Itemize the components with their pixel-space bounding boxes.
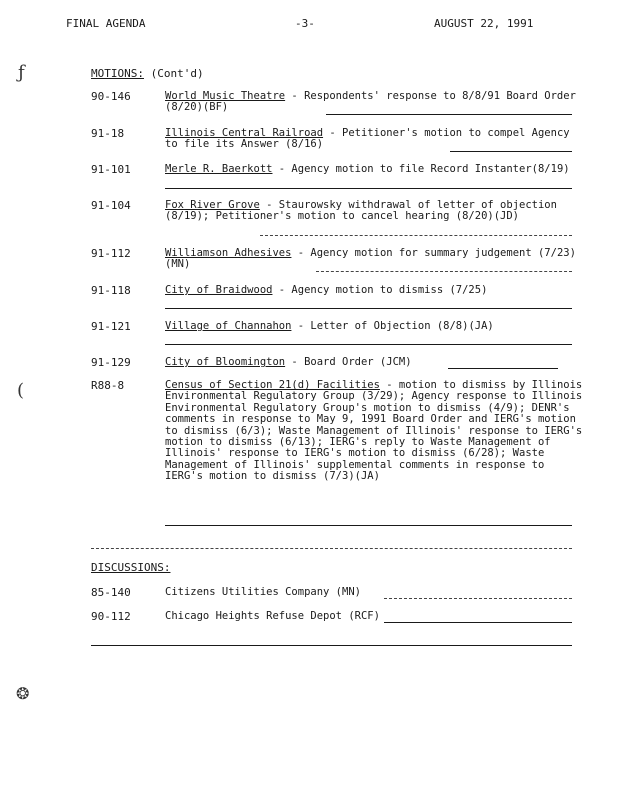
motion-entry bbox=[165, 91, 585, 114]
motion-entry bbox=[165, 200, 585, 223]
divider bbox=[260, 235, 572, 236]
section-divider bbox=[91, 548, 572, 549]
motion-text: - Agency motion to dismiss (7/25) bbox=[272, 284, 488, 296]
discussion-number: 85-140 bbox=[91, 586, 131, 599]
motion-entry bbox=[165, 248, 585, 271]
discussion-number: 90-112 bbox=[91, 610, 131, 623]
case-name: Census of Section 21(d) Facilities bbox=[165, 379, 380, 391]
motion-number: 91-129 bbox=[91, 356, 131, 369]
motions-heading-suffix: (Cont'd) bbox=[150, 67, 204, 80]
discussion-text: Citizens Utilities Company (MN) bbox=[165, 586, 361, 598]
motion-text: - Board Order (JCM) bbox=[285, 356, 412, 368]
motion-number: 91-18 bbox=[91, 127, 125, 140]
divider bbox=[384, 598, 572, 599]
divider bbox=[165, 344, 572, 345]
motion-number: 91-118 bbox=[91, 284, 131, 297]
section-divider bbox=[91, 645, 572, 646]
case-name: Williamson Adhesives bbox=[165, 247, 292, 259]
motion-text: - Agency motion to file Record Instanter(8/19) bbox=[272, 163, 570, 175]
motion-text: - Agency motion for summary judgement (7/23)(MN) bbox=[165, 247, 576, 271]
discussions-heading bbox=[91, 562, 170, 573]
divider bbox=[316, 271, 572, 272]
margin-bracket-icon: ( bbox=[17, 380, 25, 401]
divider bbox=[165, 188, 572, 189]
motion-number: 91-104 bbox=[91, 199, 131, 212]
header-page-number: -3- bbox=[295, 17, 315, 30]
motion-text: - Staurowsky withdrawal of letter of objection (8/19); Petitioner's motion to cancel hearing (8/20)(JD) bbox=[165, 199, 557, 223]
motion-entry bbox=[165, 128, 585, 151]
discussions-heading-label: DISCUSSIONS: bbox=[91, 561, 171, 574]
case-name: City of Braidwood bbox=[165, 284, 273, 296]
margin-mark-icon: ƒ bbox=[18, 62, 25, 83]
case-name: Village of Channahon bbox=[165, 320, 292, 332]
motion-entry bbox=[165, 285, 585, 296]
case-name: World Music Theatre bbox=[165, 90, 286, 102]
motion-number: 91-121 bbox=[91, 320, 131, 333]
motion-entry bbox=[165, 164, 585, 175]
motion-number: 90-146 bbox=[91, 90, 131, 103]
motions-heading-label: MOTIONS: bbox=[91, 67, 144, 80]
motion-entry bbox=[165, 357, 585, 368]
divider bbox=[326, 114, 572, 115]
divider bbox=[448, 368, 558, 369]
motion-number: R88-8 bbox=[91, 379, 125, 392]
case-name: Merle R. Baerkott bbox=[165, 163, 273, 175]
header-date: AUGUST 22, 1991 bbox=[434, 17, 534, 30]
discussion-text: Chicago Heights Refuse Depot (RCF) bbox=[165, 610, 380, 622]
case-name: City of Bloomington bbox=[165, 356, 286, 368]
motion-entry bbox=[165, 380, 585, 483]
motions-heading bbox=[91, 68, 204, 79]
divider bbox=[165, 525, 572, 526]
motion-text: - Petitioner's motion to compel Agency to file its Answer (8/16) bbox=[165, 127, 570, 151]
divider bbox=[384, 622, 572, 623]
motion-entry bbox=[165, 321, 585, 332]
case-name: Illinois Central Railroad bbox=[165, 127, 324, 139]
motion-text: - Respondents' response to 8/8/91 Board Order (8/20)(BF) bbox=[165, 90, 576, 114]
divider bbox=[450, 151, 572, 152]
stamp-mark-icon: ❂ bbox=[16, 684, 30, 703]
header-left: FINAL AGENDA bbox=[66, 17, 146, 30]
motion-number: 91-112 bbox=[91, 247, 131, 260]
motion-text: - motion to dismiss by Illinois Environmental Regulatory Group (3/29); Agency response to Illinois Environmental Regulatory Group's motion to dismiss (4/9); DENR's comments in response to May 9, 1991 Board Order and IERG's motion to dismiss (6/3); Waste Management of Illinois' response to IERG's motion to dismiss (6/13); IERG's reply to Waste Management of Illinois' response to IERG's motion to dismiss (6/28); Waste Management of Illinois' supplemental comments in response to IERG's motion to dismiss (7/3)(JA) bbox=[165, 379, 583, 483]
motion-text: - Letter of Objection (8/8)(JA) bbox=[291, 320, 494, 332]
divider bbox=[165, 308, 572, 309]
case-name: Fox River Grove bbox=[165, 199, 260, 211]
motion-number: 91-101 bbox=[91, 163, 131, 176]
